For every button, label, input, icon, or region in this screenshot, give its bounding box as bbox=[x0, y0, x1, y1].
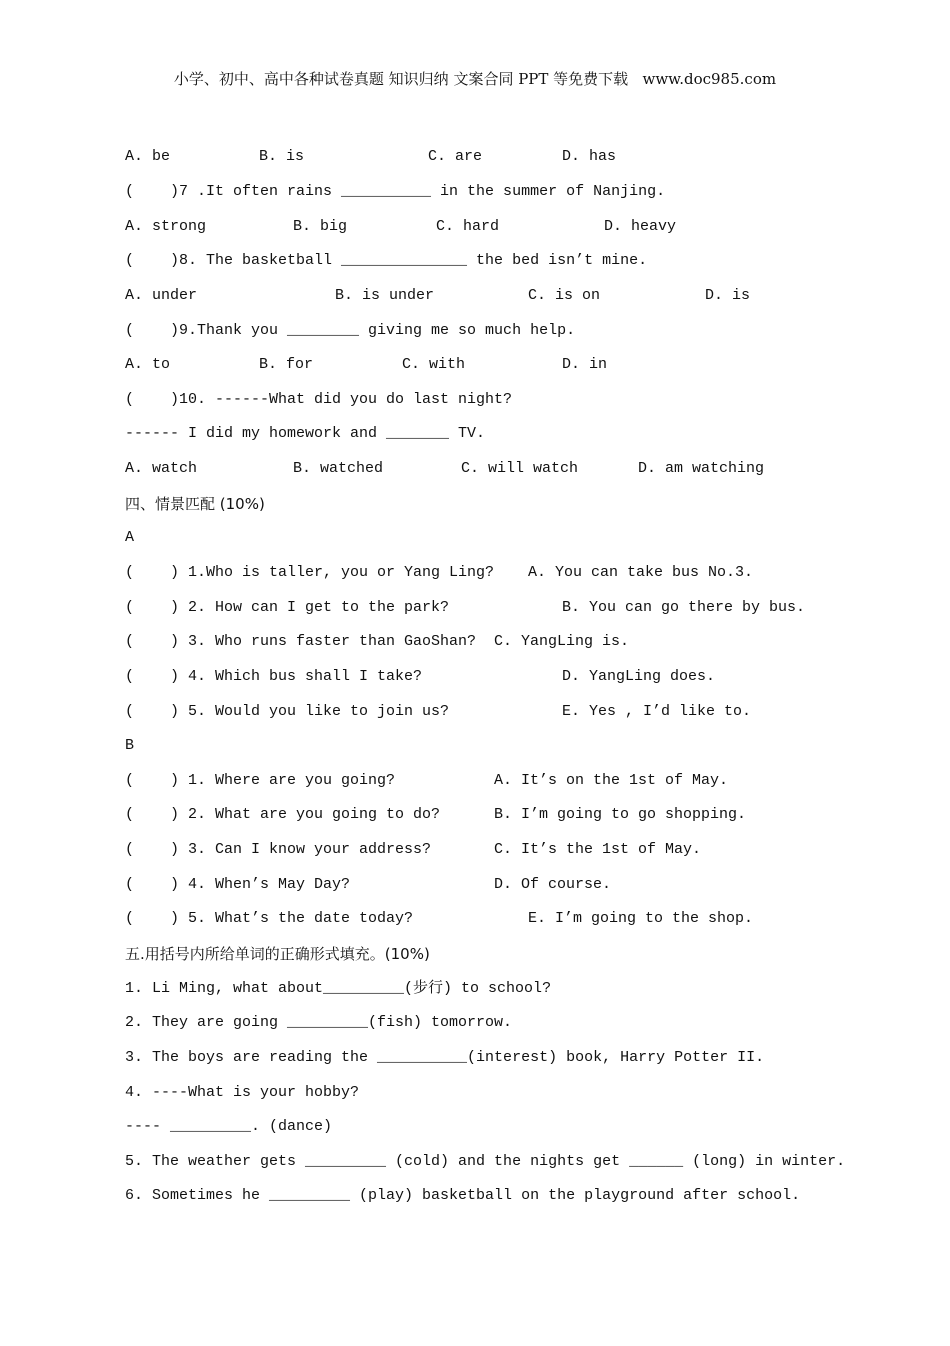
match-answer: B. I’m going to go shopping. bbox=[494, 806, 747, 823]
match-row bbox=[0, 804, 950, 826]
option: C. are bbox=[428, 148, 483, 165]
fill-in-item: 4. ----What is your hobby? bbox=[125, 1084, 360, 1101]
q10-options bbox=[0, 458, 950, 480]
option: B. big bbox=[293, 218, 348, 235]
part-label: A bbox=[125, 529, 135, 546]
match-answer: D. Of course. bbox=[494, 876, 612, 893]
match-row bbox=[0, 631, 950, 653]
match-row bbox=[0, 597, 950, 619]
match-row bbox=[0, 908, 950, 930]
match-row bbox=[0, 562, 950, 584]
match-question: ( ) 2. How can I get to the park? bbox=[125, 599, 450, 616]
match-question: ( ) 4. When’s May Day? bbox=[125, 876, 351, 893]
fill-in-item: 5. The weather gets _________ (cold) and the nights get ______ (long) in winter. bbox=[125, 1153, 846, 1170]
match-row bbox=[0, 874, 950, 896]
option: D. heavy bbox=[604, 218, 677, 235]
match-answer: C. YangLing is. bbox=[494, 633, 630, 650]
option: B. is under bbox=[335, 287, 435, 304]
part-label: B bbox=[125, 737, 135, 754]
match-answer: A. It’s on the 1st of May. bbox=[494, 772, 729, 789]
option: A. be bbox=[125, 148, 171, 165]
match-row bbox=[0, 770, 950, 792]
question-stem: ( )7 .It often rains __________ in the summer of Nanjing. bbox=[125, 183, 666, 200]
option: A. to bbox=[125, 356, 171, 373]
fill-in-item: 2. They are going _________(fish) tomorrow. bbox=[125, 1014, 513, 1031]
q6-options bbox=[0, 146, 950, 168]
option: C. will watch bbox=[461, 460, 579, 477]
match-row bbox=[0, 839, 950, 861]
q7-options bbox=[0, 216, 950, 238]
question-stem: ( )10. ------What did you do last night? bbox=[125, 391, 513, 408]
option: C. with bbox=[402, 356, 466, 373]
match-answer: D. YangLing does. bbox=[562, 668, 716, 685]
option: C. is on bbox=[528, 287, 601, 304]
match-question: ( ) 1. Where are you going? bbox=[125, 772, 396, 789]
option: A. under bbox=[125, 287, 198, 304]
match-question: ( ) 5. What’s the date today? bbox=[125, 910, 414, 927]
fill-in-item: ---- _________. (dance) bbox=[125, 1118, 333, 1135]
option: B. is bbox=[259, 148, 305, 165]
question-stem: ( )8. The basketball ______________ the bed isn’t mine. bbox=[125, 252, 648, 269]
fill-in-item: 1. Li Ming, what about_________(步行) to school? bbox=[125, 980, 552, 997]
option: D. am watching bbox=[638, 460, 765, 477]
section-title: 五.用括号内所给单词的正确形式填充。(10%) bbox=[125, 945, 430, 963]
fill-in-item: 6. Sometimes he _________ (play) basketball on the playground after school. bbox=[125, 1187, 801, 1204]
match-answer: E. Yes , I’d like to. bbox=[562, 703, 752, 720]
q8-options bbox=[0, 285, 950, 307]
match-answer: A. You can take bus No.3. bbox=[528, 564, 754, 581]
match-answer: B. You can go there by bus. bbox=[562, 599, 806, 616]
option: B. watched bbox=[293, 460, 384, 477]
option: D. in bbox=[562, 356, 608, 373]
option: A. strong bbox=[125, 218, 207, 235]
match-answer: C. It’s the 1st of May. bbox=[494, 841, 702, 858]
question-stem: ( )9.Thank you ________ giving me so much help. bbox=[125, 322, 576, 339]
match-question: ( ) 2. What are you going to do? bbox=[125, 806, 441, 823]
section-title: 四、情景匹配 (10%) bbox=[125, 495, 265, 513]
match-row bbox=[0, 666, 950, 688]
option: D. has bbox=[562, 148, 617, 165]
page-header: 小学、初中、高中各种试卷真题 知识归纳 文案合同 PPT 等免费下载 www.doc985.com bbox=[173, 70, 777, 88]
match-question: ( ) 5. Would you like to join us? bbox=[125, 703, 450, 720]
option: B. for bbox=[259, 356, 314, 373]
option: C. hard bbox=[436, 218, 500, 235]
option: D. is bbox=[705, 287, 751, 304]
match-question: ( ) 4. Which bus shall I take? bbox=[125, 668, 423, 685]
match-row bbox=[0, 701, 950, 723]
q9-options bbox=[0, 354, 950, 376]
question-answer-line: ------ I did my homework and _______ TV. bbox=[125, 425, 486, 442]
match-question: ( ) 3. Who runs faster than GaoShan? bbox=[125, 633, 477, 650]
match-answer: E. I’m going to the shop. bbox=[528, 910, 754, 927]
match-question: ( ) 3. Can I know your address? bbox=[125, 841, 432, 858]
fill-in-item: 3. The boys are reading the __________(interest) book, Harry Potter II. bbox=[125, 1049, 765, 1066]
option: A. watch bbox=[125, 460, 198, 477]
match-question: ( ) 1.Who is taller, you or Yang Ling? bbox=[125, 564, 495, 581]
